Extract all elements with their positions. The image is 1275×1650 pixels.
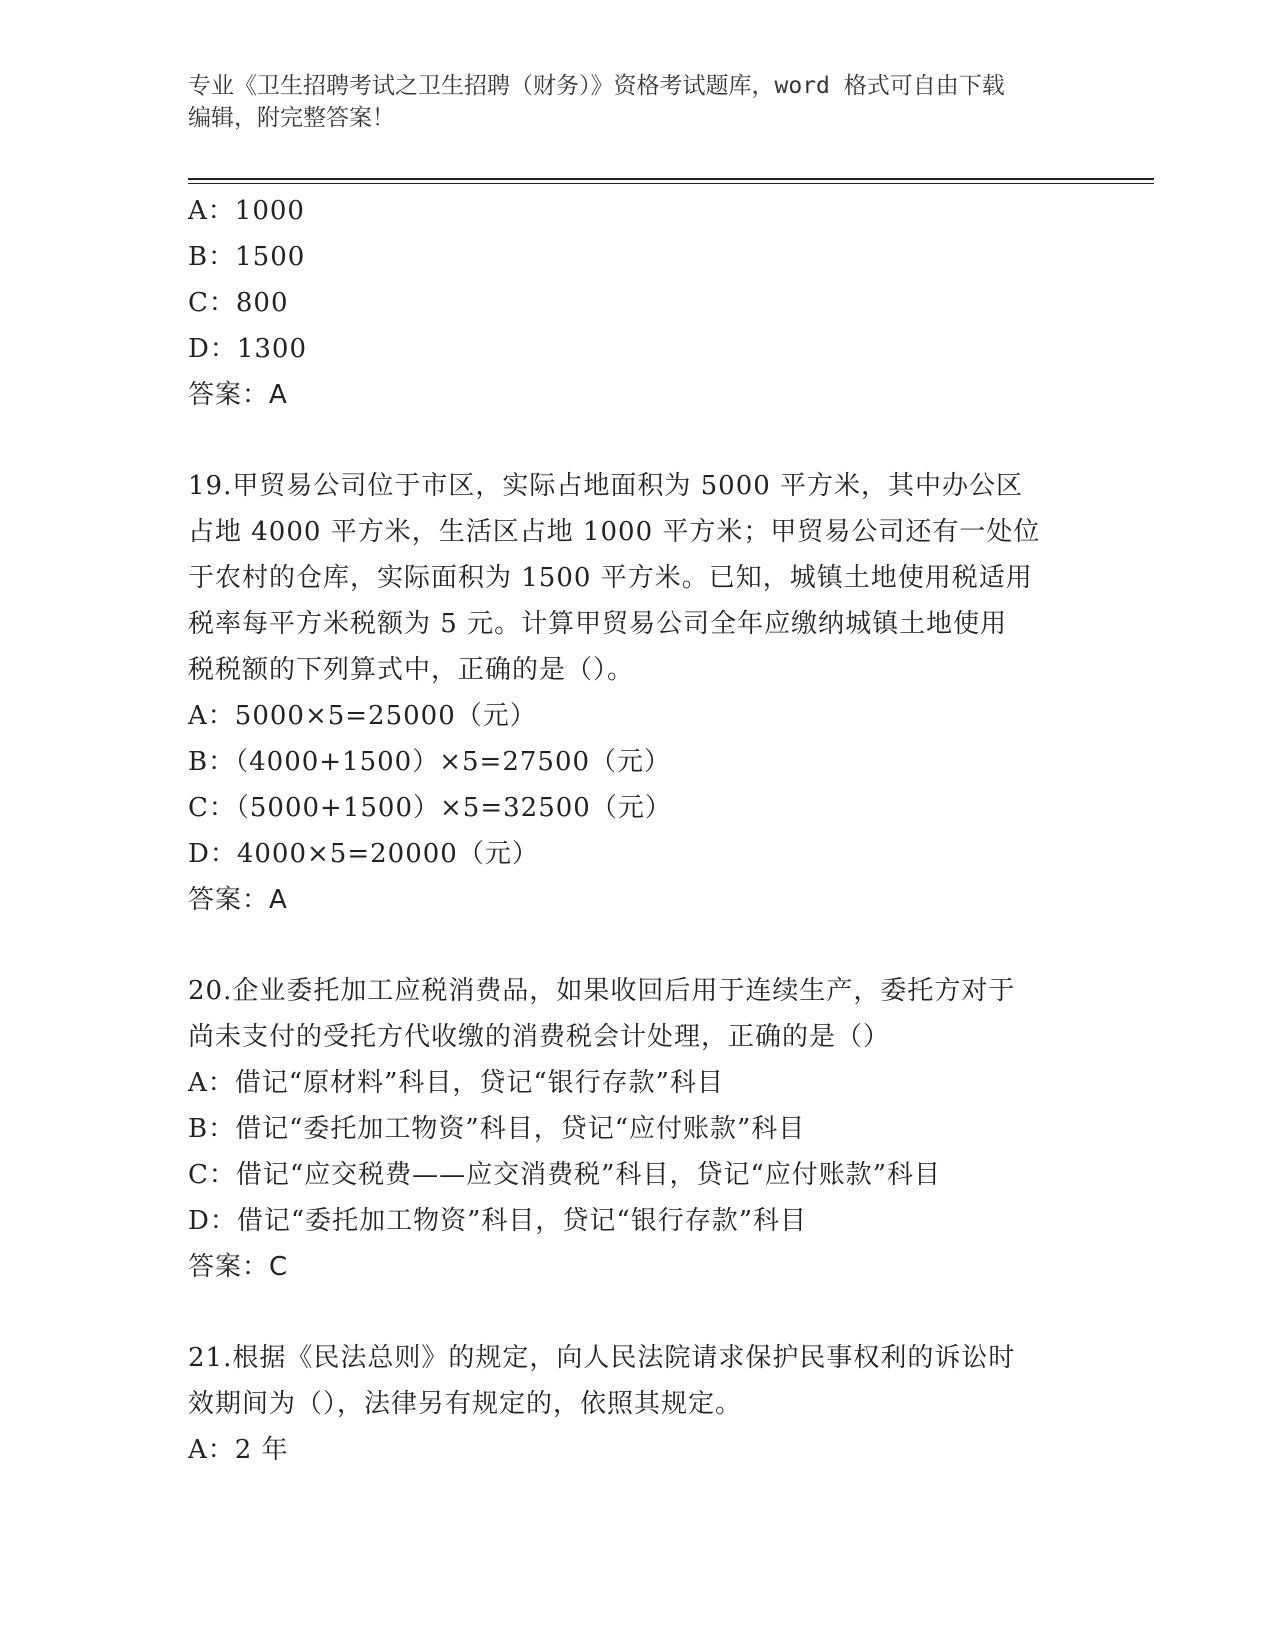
question-text-line: 效期间为（），法律另有规定的，依照其规定。 xyxy=(188,1389,743,1419)
question-text-line: 于农村的仓库，实际面积为 1500 平方米。已知，城镇土地使用税适用 xyxy=(188,563,1033,593)
question-21-block xyxy=(188,1335,1088,1473)
option-a: A：2 年 xyxy=(188,1435,289,1465)
answer-line: 答案：C xyxy=(188,1252,289,1282)
question-20-block xyxy=(188,968,1088,1290)
question-text-line: 税率每平方米税额为 5 元。计算甲贸易公司全年应缴纳城镇土地使用 xyxy=(188,609,1008,639)
option-b: B：（4000+1500）×5=27500（元） xyxy=(188,747,672,777)
header-line-1: 专业《卫生招聘考试之卫生招聘（财务）》资格考试题库，word 格式可自由下载 xyxy=(188,73,1005,99)
option-b: B：借记“委托加工物资”科目，贷记“应付账款”科目 xyxy=(188,1114,806,1144)
question-18-block xyxy=(188,188,1088,418)
question-spacer xyxy=(188,923,1088,968)
option-b: B：1500 xyxy=(188,242,306,272)
header-divider-thick xyxy=(188,178,1154,180)
option-c: C：（5000+1500）×5=32500（元） xyxy=(188,793,672,823)
option-d: D：借记“委托加工物资”科目，贷记“银行存款”科目 xyxy=(188,1206,808,1236)
answer-line: 答案：A xyxy=(188,380,288,410)
option-c: C：800 xyxy=(188,288,289,318)
option-a: A：5000×5=25000（元） xyxy=(188,701,537,731)
option-a: A：1000 xyxy=(188,196,305,226)
option-d: D：4000×5=20000（元） xyxy=(188,839,539,869)
option-a: A：借记“原材料”科目，贷记“银行存款”科目 xyxy=(188,1068,724,1098)
option-d: D：1300 xyxy=(188,334,308,364)
header-divider-thin xyxy=(188,183,1154,184)
question-text-line: 19.甲贸易公司位于市区，实际占地面积为 5000 平方米，其中办公区 xyxy=(188,471,1024,501)
question-text-line: 20.企业委托加工应税消费品，如果收回后用于连续生产，委托方对于 xyxy=(188,976,1016,1006)
question-spacer xyxy=(188,418,1088,463)
document-header xyxy=(188,70,1088,134)
option-c: C：借记“应交税费——应交消费税”科目，贷记“应付账款”科目 xyxy=(188,1160,942,1190)
question-text-line: 21.根据《民法总则》的规定，向人民法院请求保护民事权利的诉讼时 xyxy=(188,1343,1016,1373)
question-text-line: 占地 4000 平方米，生活区占地 1000 平方米；甲贸易公司还有一处位 xyxy=(188,517,1041,547)
answer-line: 答案：A xyxy=(188,885,288,915)
question-19-block xyxy=(188,463,1088,923)
header-line-2: 编辑，附完整答案！ xyxy=(188,105,395,131)
question-text-line: 尚未支付的受托方代收缴的消费税会计处理，正确的是（） xyxy=(188,1022,891,1052)
document-content xyxy=(188,188,1088,1473)
question-spacer xyxy=(188,1290,1088,1335)
question-text-line: 税税额的下列算式中，正确的是（）。 xyxy=(188,655,635,685)
